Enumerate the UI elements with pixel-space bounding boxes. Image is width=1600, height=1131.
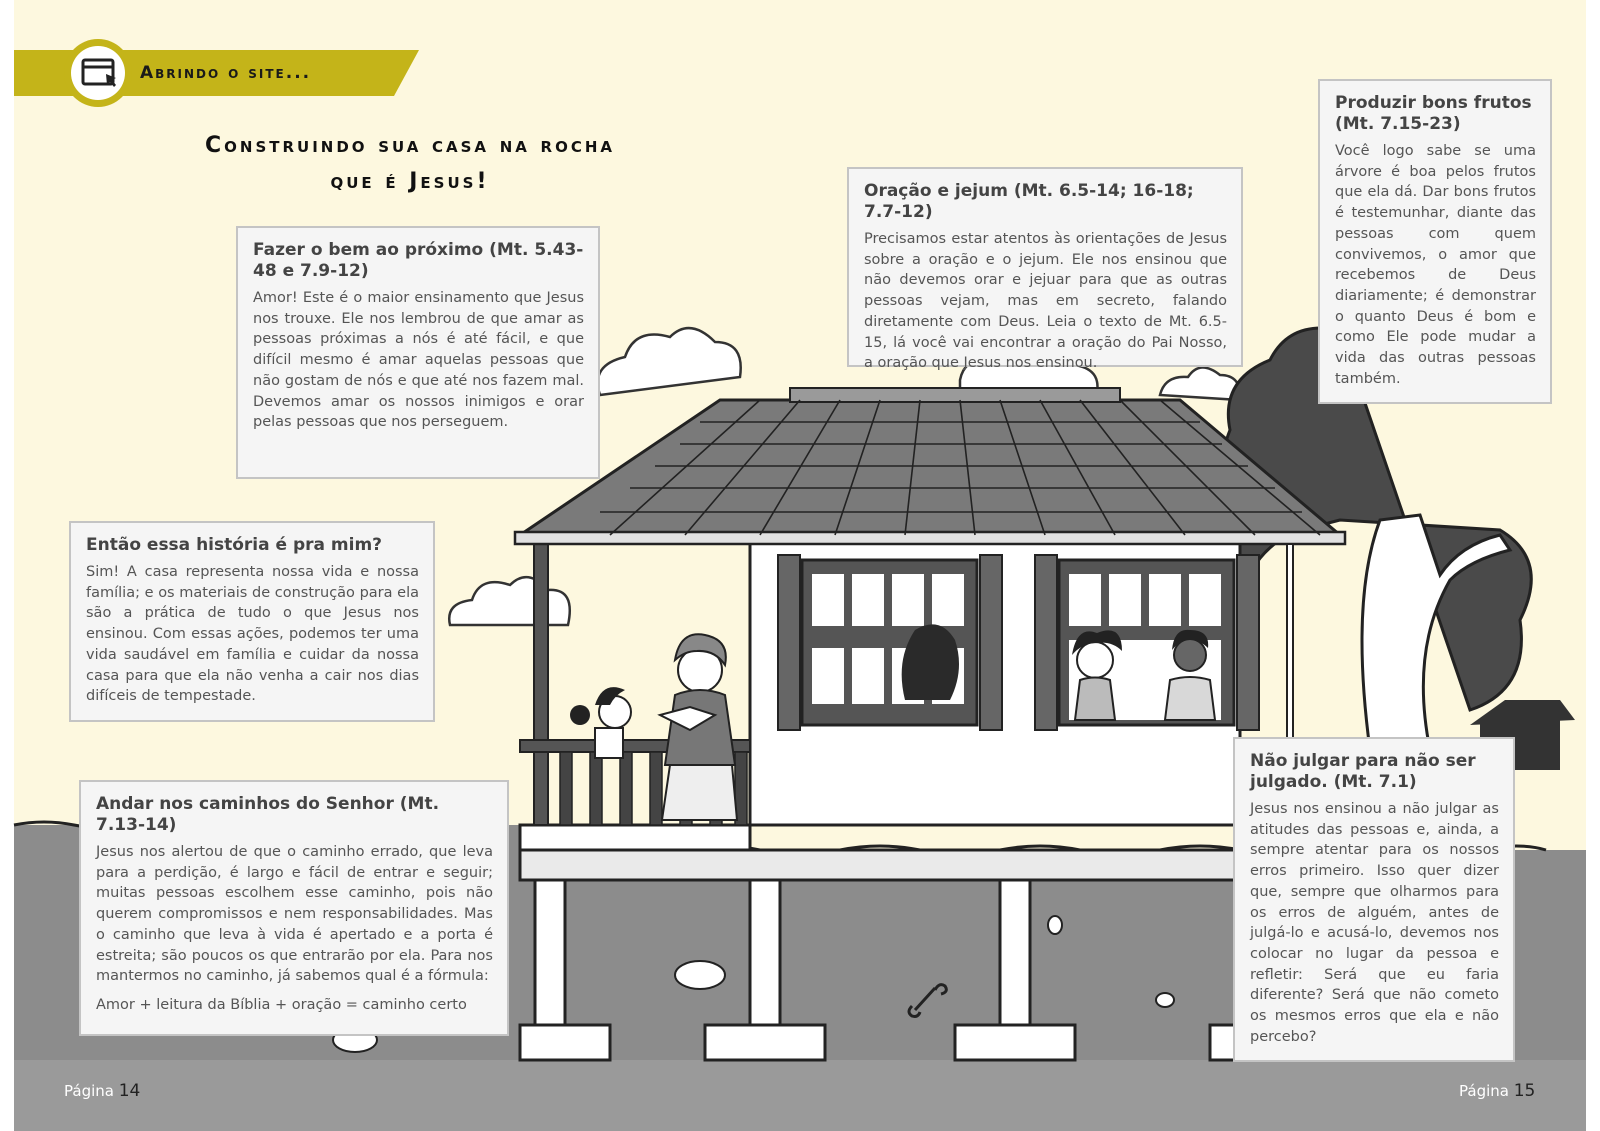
box-historia-title: Então essa história é pra mim? <box>86 535 383 555</box>
page-number-left <box>64 1081 140 1101</box>
box-oracao-jejum-text: Precisamos estar atentos às orientações de Jesus sobre a oração e o jejum. Ele nos ensinou que não devemos orar e jejuar para que as outras pessoas vejam, mas em secreto, falando diretamente com Deus. Leia o texto de Mt. 6.5-15, lá você vai encontrar a oração do Pai Nosso, a oração que Jesus nos ensinou. <box>864 231 1227 372</box>
box-nao-julgar-text: Jesus nos ensinou a não julgar as atitudes das pessoas e, ainda, a sempre atentar para os nossos erros primeiro. Isso quer dizer que, sempre que olharmos para os erros de alguém, antes de julgá-lo e acusá-lo, devemos nos colocar no lugar da pessoa e refletir: Será que eu faria diferente? Será que não cometo os mesmos erros que ela e não percebo? <box>1250 801 1499 1045</box>
box-caminhos-text: Jesus nos alertou de que o caminho errado, que leva para a perdição, é largo e fácil de entrar e seguir; muitas pessoas escolhem esse caminho, pois não querem compromissos e nem responsabilidades. Mas o caminho que leva à vida é apertado e a porta é estreita; são poucos os que entrarão por ela. Para nos mantermos no caminho, já sabemos qual é a fórmula: <box>96 844 493 985</box>
box-bons-frutos-text: Você logo sabe se uma árvore é boa pelos frutos que ela dá. Dar bons frutos é testemunhar, diante das pessoas com quem convivemos, o amor que recebemos de Deus diariamente; é demonstrar o quanto Deus é bom e como Ele pode mudar a vida das outras pessoas também. <box>1335 143 1536 387</box>
page-title-line2: que é Jesus! <box>330 169 490 194</box>
box-nao-julgar-title: Não julgar para não ser julgado. (Mt. 7.1) <box>1250 751 1476 792</box>
box-fazer-bem-title: Fazer o bem ao próximo (Mt. 5.43-48 e 7.9-12) <box>253 240 584 281</box>
box-oracao-jejum-title: Oração e jejum (Mt. 6.5-14; 16-18; 7.7-12) <box>864 181 1194 222</box>
box-caminhos-title: Andar nos caminhos do Senhor (Mt. 7.13-14) <box>96 794 440 835</box>
box-historia <box>69 521 435 722</box>
page-number-right <box>1459 1081 1535 1101</box>
page-word-left: Página <box>64 1082 114 1100</box>
section-label: Abrindo o site... <box>140 63 312 83</box>
box-caminhos <box>79 780 509 1036</box>
page-num-left: 14 <box>118 1081 141 1101</box>
box-fazer-bem-text: Amor! Este é o maior ensinamento que Jesus nos trouxe. Ele nos lembrou de que amar as pessoas próximas a nós é até fácil, e que difícil mesmo é amar aquelas pessoas que não gostam de nós e que até nos fazem mal. Devemos amar os nossos inimigos e orar pelas pessoas que nos perseguem. <box>253 290 584 431</box>
box-bons-frutos-title: Produzir bons frutos (Mt. 7.15-23) <box>1335 93 1532 134</box>
box-nao-julgar <box>1233 737 1515 1062</box>
page-title <box>130 128 690 200</box>
page-title-line1: Construindo sua casa na rocha <box>205 133 615 158</box>
box-bons-frutos <box>1318 79 1552 404</box>
box-caminhos-formula: Amor + leitura da Bíblia + oração = caminho certo <box>96 996 467 1013</box>
box-oracao-jejum <box>847 167 1243 372</box>
box-fazer-bem <box>236 226 600 479</box>
box-historia-text: Sim! A casa representa nossa vida e nossa família; e os materiais de construção para ela são a prática de tudo o que Jesus nos ensinou. Com essas ações, podemos ter uma vida saudável em família e cuidar da nossa casa para que ela não venha a cair nos dias difíceis de tempestade. <box>86 564 419 705</box>
page-word-right: Página <box>1459 1082 1509 1100</box>
page-num-right: 15 <box>1513 1081 1536 1101</box>
